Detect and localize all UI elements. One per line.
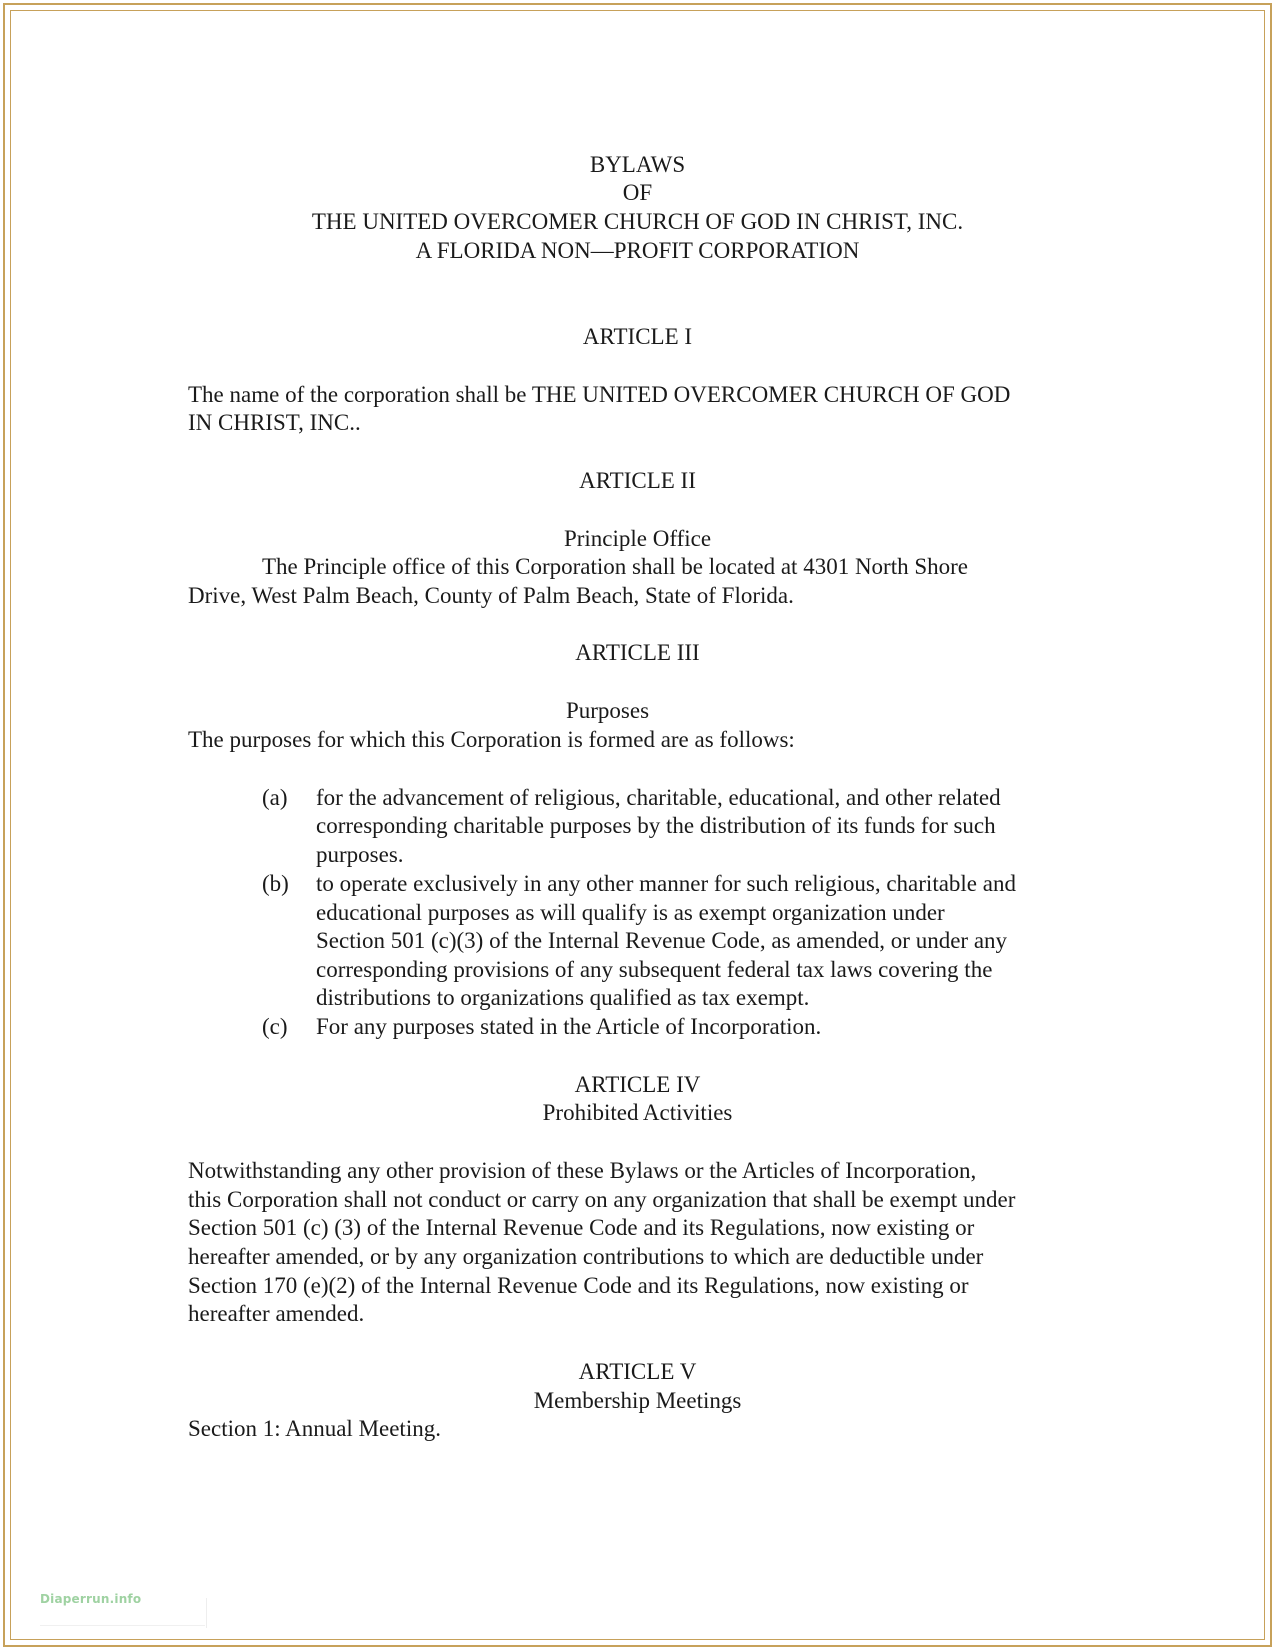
- article-4-body-line: hereafter amended, or by any organization contributions to which are deductible under: [188, 1244, 984, 1269]
- article-4-body-line: Section 170 (e)(2) of the Internal Revenue Code and its Regulations, now existing or: [188, 1273, 969, 1298]
- doc-title-bylaws: BYLAWS: [589, 152, 686, 177]
- list-item-marker: (b): [262, 871, 289, 896]
- article-4-body-line: Section 501 (c) (3) of the Internal Revenue Code and its Regulations, now existing or: [188, 1215, 975, 1240]
- list-item-line: for the advancement of religious, charitable, educational, and other related: [316, 785, 1001, 810]
- watermark-divider: [206, 1598, 207, 1628]
- watermark-underline: [40, 1625, 205, 1626]
- doc-title-of: OF: [622, 180, 653, 205]
- article-5-section-1: Section 1: Annual Meeting.: [188, 1416, 441, 1441]
- article-4-body-line: Notwithstanding any other provision of these Bylaws or the Articles of Incorporation,: [188, 1158, 977, 1183]
- article-1-heading: ARTICLE I: [582, 324, 693, 349]
- article-2-body-line: The Principle office of this Corporation shall be located at 4301 North Shore: [262, 554, 969, 579]
- article-2-heading: ARTICLE II: [579, 468, 696, 493]
- list-item-line: Section 501 (c)(3) of the Internal Revenue Code, as amended, or under any: [316, 928, 1008, 953]
- watermark-text: Diaperrun.info: [40, 1592, 142, 1606]
- list-item-line: to operate exclusively in any other manner for such religious, charitable and: [316, 871, 1016, 896]
- list-item-line: distributions to organizations qualified as tax exempt.: [316, 985, 810, 1010]
- article-2-subheading: Principle Office: [563, 526, 712, 551]
- article-2-body-line: Drive, West Palm Beach, County of Palm Beach, State of Florida.: [188, 583, 794, 608]
- article-4-subheading: Prohibited Activities: [542, 1100, 733, 1125]
- article-4-body-line: hereafter amended.: [188, 1301, 365, 1326]
- list-item-marker: (c): [262, 1014, 288, 1039]
- article-5-heading: ARTICLE V: [578, 1359, 697, 1384]
- list-item-line: corresponding provisions of any subsequent federal tax laws covering the: [316, 957, 993, 982]
- article-3-heading: ARTICLE III: [575, 640, 700, 665]
- article-1-body-line: IN CHRIST, INC..: [188, 410, 361, 435]
- article-4-heading: ARTICLE IV: [574, 1072, 701, 1097]
- doc-title-church-name: THE UNITED OVERCOMER CHURCH OF GOD IN CHRIST, INC.: [311, 209, 964, 234]
- article-3-intro: The purposes for which this Corporation is formed are as follows:: [188, 727, 795, 752]
- article-4-body-line: this Corporation shall not conduct or carry on any organization that shall be exempt under: [188, 1187, 1016, 1212]
- list-item-line: educational purposes as will qualify is as exempt organization under: [316, 900, 945, 925]
- list-item-marker: (a): [262, 785, 288, 810]
- list-item-line: For any purposes stated in the Article of Incorporation.: [316, 1014, 822, 1039]
- article-3-subheading: Purposes: [565, 698, 650, 723]
- article-5-subheading: Membership Meetings: [533, 1388, 742, 1413]
- doc-title-corporation-type: A FLORIDA NON—PROFIT CORPORATION: [415, 238, 860, 263]
- article-1-body-line: The name of the corporation shall be THE UNITED OVERCOMER CHURCH OF GOD: [188, 382, 1011, 407]
- list-item-line: purposes.: [316, 842, 404, 867]
- list-item-line: corresponding charitable purposes by the distribution of its funds for such: [316, 813, 996, 838]
